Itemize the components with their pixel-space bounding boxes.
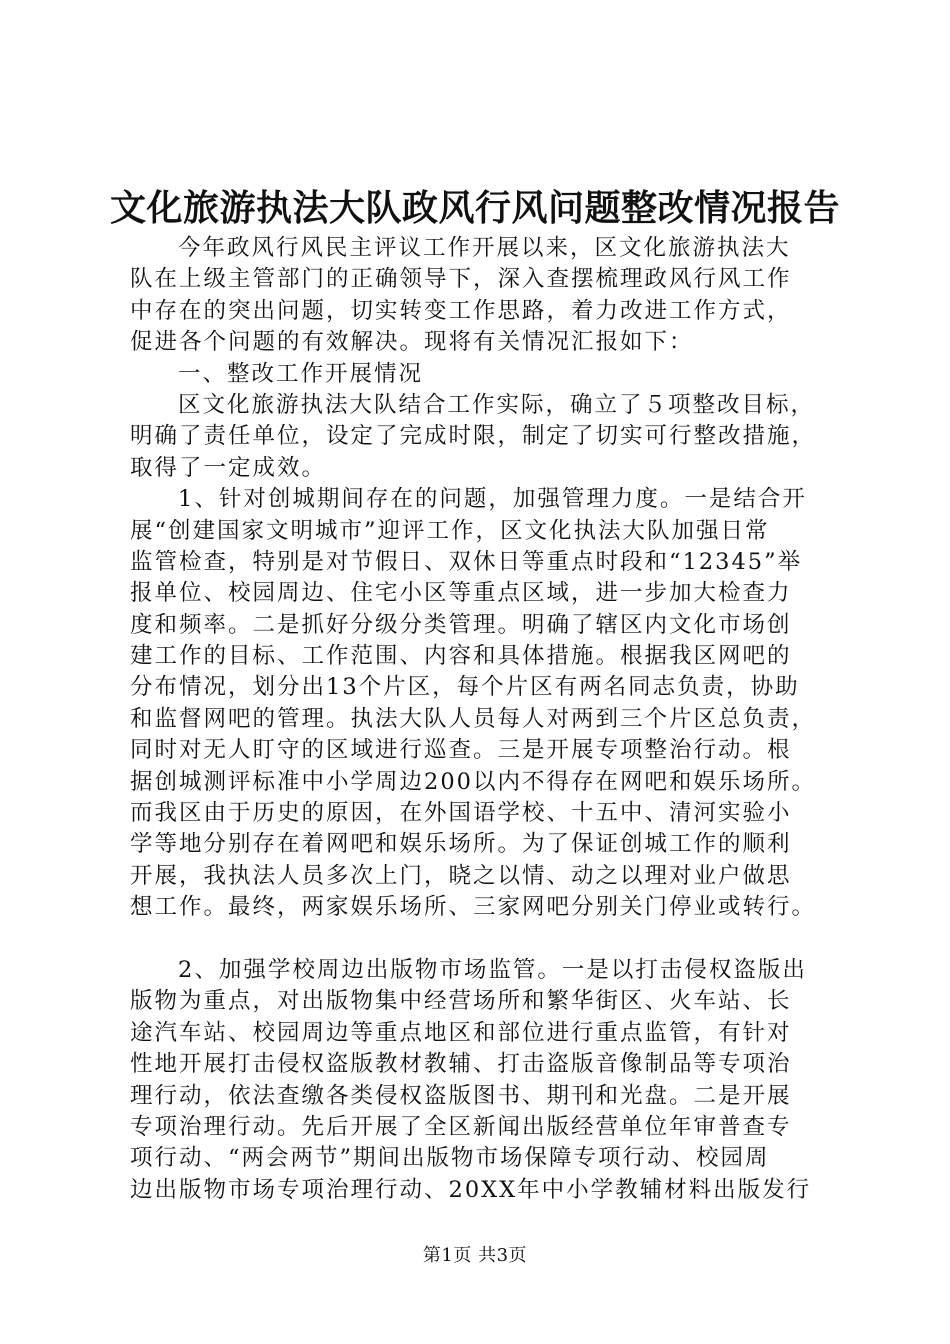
text-line: 展“创建国家文明城市”迎评工作，区文化执法大队加强日常 [130, 517, 770, 544]
text-line: 1、针对创城期间存在的问题，加强管理力度。一是结合开 [178, 486, 807, 513]
document-title: 文化旅游执法大队政风行风问题整改情况报告 [109, 187, 840, 229]
document-body [130, 233, 830, 1206]
text-line: 专项治理行动。先后开展了全区新闻出版经营单位年审普查专 [130, 1113, 792, 1140]
text-line: 想工作。最终，两家娱乐场所、三家网吧分别关门停业或转行。 [130, 894, 817, 921]
text-line: 度和频率。二是抓好分级分类管理。明确了辖区内文化市场创 [130, 611, 792, 638]
text-line: 报单位、校园周边、住宅小区等重点区域，进一步加大检查力 [130, 580, 792, 607]
text-line: 明确了责任单位，设定了完成时限，制定了切实可行整改措施， [130, 423, 817, 450]
text-line: 建工作的目标、工作范围、内容和具体措施。根据我区网吧的 [130, 643, 792, 670]
text-line: 项行动、“两会两节”期间出版物市场保障专项行动、校园周 [130, 1145, 770, 1172]
paragraph-gap [130, 924, 830, 955]
text-line: 学等地分别存在着网吧和娱乐场所。为了保证创城工作的顺利 [130, 831, 792, 858]
text-line: 分布情况，划分出13个片区，每个片区有两名同志负责，协助 [130, 674, 800, 701]
text-line: 和监督网吧的管理。执法大队人员每人对两到三个片区总负责， [130, 705, 817, 732]
section-heading: 一、整改工作开展情况 [178, 360, 424, 387]
text-line: 队在上级主管部门的正确领导下，深入查摆梳理政风行风工作 [130, 266, 792, 293]
text-line: 区文化旅游执法大队结合工作实际，确立了５项整改目标， [178, 391, 816, 418]
text-line: 理行动，依法查缴各类侵权盗版图书、期刊和光盘。二是开展 [130, 1082, 792, 1109]
text-line: 促进各个问题的有效解决。现将有关情况汇报如下： [130, 329, 694, 356]
text-line: 2、加强学校周边出版物市场监管。一是以打击侵权盗版出 [178, 956, 807, 983]
text-line: 性地开展打击侵权盗版教材教辅、打击盗版音像制品等专项治 [130, 1051, 792, 1078]
text-line: 取得了一定成效。 [130, 454, 327, 481]
text-line: 据创城测评标准中小学周边200以内不得存在网吧和娱乐场所。 [130, 768, 816, 795]
text-line: 中存在的突出问题，切实转变工作思路，着力改进工作方式， [130, 297, 792, 324]
text-line: 同时对无人盯守的区域进行巡查。三是开展专项整治行动。根 [130, 737, 792, 764]
text-line: 边出版物市场专项治理行动、20XX年中小学教辅材料出版发行 [130, 1176, 812, 1203]
text-line: 今年政风行风民主评议工作开展以来，区文化旅游执法大 [178, 235, 791, 261]
text-line: 版物为重点，对出版物集中经营场所和繁华街区、火车站、长 [130, 988, 792, 1015]
text-line: 而我区由于历史的原因，在外国语学校、十五中、清河实验小 [130, 800, 792, 827]
page-footer: 第1页 共3页 [422, 1245, 528, 1266]
text-line: 开展，我执法人员多次上门，晓之以情、动之以理对业户做思 [130, 862, 792, 889]
text-line: 监管检查，特别是对节假日、双休日等重点时段和“12345”举 [130, 548, 803, 575]
text-line: 途汽车站、校园周边等重点地区和部位进行重点监管，有针对 [130, 1019, 792, 1046]
